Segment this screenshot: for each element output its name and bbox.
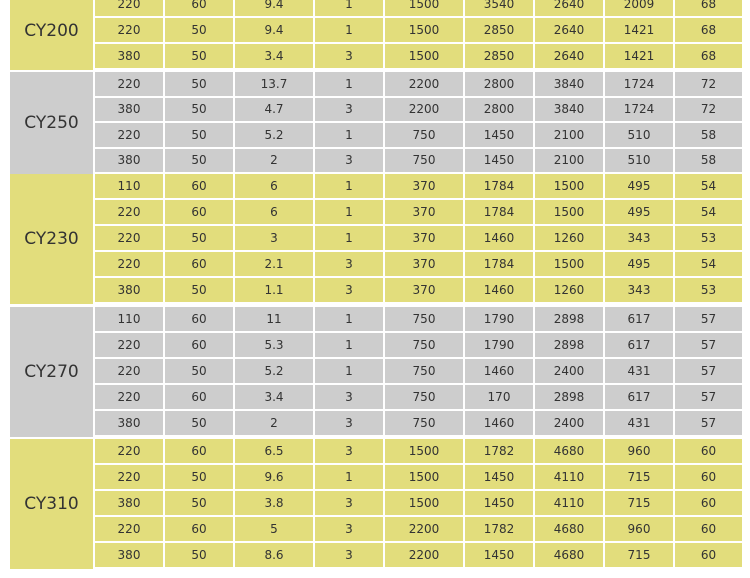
cell-pressure: 617 (605, 333, 673, 357)
table-row (95, 18, 740, 42)
cell-pressure: 510 (605, 123, 673, 147)
cell-noise: 60 (675, 491, 742, 515)
cell-power: 370 (385, 174, 463, 198)
cell-voltage: 220 (95, 200, 163, 224)
cell-speed: 1460 (465, 359, 533, 383)
cell-flow: 3840 (535, 72, 603, 96)
cell-speed: 1790 (465, 307, 533, 331)
cell-voltage: 220 (95, 123, 163, 147)
cell-phase: 1 (315, 0, 383, 16)
cell-pressure: 617 (605, 385, 673, 409)
cell-noise: 68 (675, 0, 742, 16)
cell-pressure: 617 (605, 307, 673, 331)
cell-voltage: 220 (95, 252, 163, 276)
cell-flow: 1500 (535, 174, 603, 198)
cell-frequency: 50 (165, 123, 233, 147)
cell-frequency: 60 (165, 252, 233, 276)
cell-power: 370 (385, 278, 463, 302)
cell-phase: 1 (315, 465, 383, 489)
cell-phase: 1 (315, 72, 383, 96)
cell-frequency: 60 (165, 200, 233, 224)
table-row (95, 44, 740, 68)
cell-current: 2 (235, 149, 313, 173)
cell-pressure: 1724 (605, 98, 673, 122)
cell-flow: 3840 (535, 98, 603, 122)
cell-phase: 1 (315, 226, 383, 250)
cell-current: 8.6 (235, 543, 313, 567)
cell-voltage: 220 (95, 439, 163, 463)
model-group-cy270 (10, 307, 740, 437)
cell-frequency: 60 (165, 333, 233, 357)
cell-pressure: 715 (605, 491, 673, 515)
cell-power: 1500 (385, 44, 463, 68)
cell-noise: 60 (675, 543, 742, 567)
cell-pressure: 495 (605, 174, 673, 198)
cell-power: 1500 (385, 18, 463, 42)
cell-flow: 2640 (535, 44, 603, 68)
cell-current: 6.5 (235, 439, 313, 463)
cell-frequency: 60 (165, 517, 233, 541)
cell-flow: 2898 (535, 307, 603, 331)
cell-voltage: 380 (95, 44, 163, 68)
cell-current: 9.6 (235, 465, 313, 489)
cell-noise: 53 (675, 278, 742, 302)
cell-current: 13.7 (235, 72, 313, 96)
cell-current: 4.7 (235, 98, 313, 122)
cell-speed: 1782 (465, 517, 533, 541)
cell-voltage: 220 (95, 333, 163, 357)
cell-frequency: 50 (165, 278, 233, 302)
cell-pressure: 343 (605, 278, 673, 302)
cell-noise: 54 (675, 200, 742, 224)
cell-frequency: 50 (165, 72, 233, 96)
cell-voltage: 220 (95, 226, 163, 250)
cell-pressure: 715 (605, 543, 673, 567)
cell-flow: 2898 (535, 333, 603, 357)
cell-speed: 170 (465, 385, 533, 409)
cell-noise: 57 (675, 333, 742, 357)
cell-pressure: 1421 (605, 44, 673, 68)
cell-speed: 2800 (465, 98, 533, 122)
cell-flow: 1500 (535, 200, 603, 224)
table-row (95, 149, 740, 173)
cell-speed: 1450 (465, 543, 533, 567)
cell-frequency: 50 (165, 543, 233, 567)
table-row (95, 98, 740, 122)
cell-noise: 68 (675, 44, 742, 68)
cell-voltage: 220 (95, 517, 163, 541)
cell-noise: 57 (675, 359, 742, 383)
cell-power: 750 (385, 123, 463, 147)
model-group-cy310 (10, 439, 740, 569)
cell-current: 3.8 (235, 491, 313, 515)
model-group-cy230 (10, 174, 740, 304)
cell-phase: 1 (315, 333, 383, 357)
cell-pressure: 431 (605, 411, 673, 435)
cell-pressure: 510 (605, 149, 673, 173)
cell-voltage: 380 (95, 149, 163, 173)
cell-current: 5 (235, 517, 313, 541)
cell-current: 2 (235, 411, 313, 435)
cell-noise: 60 (675, 439, 742, 463)
cell-voltage: 110 (95, 307, 163, 331)
cell-voltage: 380 (95, 98, 163, 122)
cell-noise: 60 (675, 465, 742, 489)
cell-phase: 1 (315, 359, 383, 383)
cell-current: 2.1 (235, 252, 313, 276)
cell-flow: 4110 (535, 465, 603, 489)
model-name-cell: CY200 (10, 0, 93, 70)
cell-frequency: 50 (165, 491, 233, 515)
cell-speed: 1784 (465, 174, 533, 198)
cell-flow: 1260 (535, 278, 603, 302)
cell-current: 1.1 (235, 278, 313, 302)
cell-noise: 57 (675, 385, 742, 409)
cell-flow: 1500 (535, 252, 603, 276)
cell-speed: 2850 (465, 44, 533, 68)
table-row (95, 72, 740, 96)
cell-power: 2200 (385, 98, 463, 122)
cell-flow: 2640 (535, 0, 603, 16)
cell-frequency: 50 (165, 98, 233, 122)
cell-noise: 54 (675, 252, 742, 276)
cell-current: 5.3 (235, 333, 313, 357)
model-name-cell: CY230 (10, 174, 93, 304)
cell-phase: 3 (315, 252, 383, 276)
cell-phase: 3 (315, 44, 383, 68)
cell-voltage: 380 (95, 491, 163, 515)
cell-speed: 1450 (465, 465, 533, 489)
cell-power: 750 (385, 411, 463, 435)
cell-pressure: 715 (605, 465, 673, 489)
cell-phase: 3 (315, 278, 383, 302)
cell-power: 370 (385, 200, 463, 224)
cell-current: 3 (235, 226, 313, 250)
cell-power: 750 (385, 307, 463, 331)
cell-current: 9.4 (235, 18, 313, 42)
cell-power: 1500 (385, 465, 463, 489)
table-row (95, 465, 740, 489)
cell-speed: 1450 (465, 123, 533, 147)
cell-frequency: 50 (165, 411, 233, 435)
cell-phase: 1 (315, 174, 383, 198)
cell-flow: 2400 (535, 411, 603, 435)
model-name-cell: CY310 (10, 439, 93, 569)
cell-phase: 3 (315, 543, 383, 567)
model-group-cy250 (10, 72, 740, 174)
cell-speed: 1784 (465, 252, 533, 276)
cell-phase: 1 (315, 200, 383, 224)
cell-current: 3.4 (235, 385, 313, 409)
table-row (95, 174, 740, 198)
cell-noise: 58 (675, 149, 742, 173)
cell-frequency: 60 (165, 385, 233, 409)
cell-speed: 1450 (465, 149, 533, 173)
cell-voltage: 220 (95, 359, 163, 383)
cell-frequency: 50 (165, 465, 233, 489)
cell-power: 2200 (385, 543, 463, 567)
cell-speed: 2800 (465, 72, 533, 96)
cell-power: 1500 (385, 439, 463, 463)
table-row (95, 278, 740, 302)
cell-frequency: 60 (165, 307, 233, 331)
table-row (95, 200, 740, 224)
cell-current: 6 (235, 200, 313, 224)
cell-noise: 53 (675, 226, 742, 250)
table-row (95, 439, 740, 463)
table-row (95, 491, 740, 515)
cell-voltage: 380 (95, 278, 163, 302)
cell-speed: 2850 (465, 18, 533, 42)
cell-current: 6 (235, 174, 313, 198)
table-row (95, 226, 740, 250)
cell-current: 5.2 (235, 123, 313, 147)
cell-voltage: 220 (95, 465, 163, 489)
cell-power: 750 (385, 385, 463, 409)
cell-speed: 1784 (465, 200, 533, 224)
cell-voltage: 220 (95, 385, 163, 409)
cell-flow: 4680 (535, 439, 603, 463)
cell-noise: 58 (675, 123, 742, 147)
cell-phase: 3 (315, 98, 383, 122)
table-row (95, 252, 740, 276)
cell-current: 9.4 (235, 0, 313, 16)
cell-flow: 4680 (535, 543, 603, 567)
cell-flow: 2898 (535, 385, 603, 409)
cell-phase: 3 (315, 149, 383, 173)
cell-noise: 57 (675, 411, 742, 435)
cell-noise: 68 (675, 18, 742, 42)
table-row (95, 307, 740, 331)
cell-flow: 1260 (535, 226, 603, 250)
cell-frequency: 50 (165, 359, 233, 383)
cell-noise: 57 (675, 307, 742, 331)
cell-frequency: 50 (165, 18, 233, 42)
cell-power: 750 (385, 333, 463, 357)
cell-flow: 4110 (535, 491, 603, 515)
cell-power: 370 (385, 226, 463, 250)
cell-noise: 72 (675, 98, 742, 122)
cell-speed: 1460 (465, 278, 533, 302)
cell-power: 2200 (385, 517, 463, 541)
cell-phase: 3 (315, 385, 383, 409)
cell-frequency: 60 (165, 0, 233, 16)
table-row (95, 359, 740, 383)
table-row (95, 0, 740, 16)
cell-pressure: 1421 (605, 18, 673, 42)
cell-power: 2200 (385, 72, 463, 96)
table-row (95, 333, 740, 357)
cell-voltage: 220 (95, 18, 163, 42)
cell-frequency: 60 (165, 439, 233, 463)
cell-phase: 3 (315, 517, 383, 541)
cell-power: 750 (385, 149, 463, 173)
cell-power: 1500 (385, 491, 463, 515)
cell-pressure: 495 (605, 200, 673, 224)
table-row (95, 385, 740, 409)
cell-voltage: 110 (95, 174, 163, 198)
model-name-cell: CY250 (10, 72, 93, 174)
cell-speed: 1450 (465, 491, 533, 515)
cell-voltage: 220 (95, 72, 163, 96)
cell-current: 11 (235, 307, 313, 331)
cell-phase: 3 (315, 411, 383, 435)
cell-noise: 72 (675, 72, 742, 96)
cell-phase: 1 (315, 123, 383, 147)
cell-noise: 54 (675, 174, 742, 198)
cell-flow: 2100 (535, 149, 603, 173)
cell-voltage: 220 (95, 0, 163, 16)
cell-speed: 1790 (465, 333, 533, 357)
cell-power: 750 (385, 359, 463, 383)
cell-pressure: 343 (605, 226, 673, 250)
cell-pressure: 1724 (605, 72, 673, 96)
cell-pressure: 2009 (605, 0, 673, 16)
cell-speed: 1782 (465, 439, 533, 463)
cell-flow: 2400 (535, 359, 603, 383)
cell-pressure: 431 (605, 359, 673, 383)
cell-frequency: 50 (165, 149, 233, 173)
table-row (95, 123, 740, 147)
table-row (95, 411, 740, 435)
cell-flow: 2640 (535, 18, 603, 42)
model-group-cy200 (10, 0, 740, 70)
cell-voltage: 380 (95, 543, 163, 567)
cell-pressure: 960 (605, 439, 673, 463)
cell-speed: 3540 (465, 0, 533, 16)
cell-phase: 3 (315, 491, 383, 515)
cell-speed: 1460 (465, 411, 533, 435)
cell-flow: 4680 (535, 517, 603, 541)
table-row (95, 517, 740, 541)
cell-speed: 1460 (465, 226, 533, 250)
cell-frequency: 50 (165, 44, 233, 68)
cell-phase: 1 (315, 307, 383, 331)
cell-phase: 1 (315, 18, 383, 42)
cell-pressure: 495 (605, 252, 673, 276)
table-row (95, 543, 740, 567)
cell-power: 1500 (385, 0, 463, 16)
cell-current: 5.2 (235, 359, 313, 383)
cell-current: 3.4 (235, 44, 313, 68)
cell-flow: 2100 (535, 123, 603, 147)
cell-power: 370 (385, 252, 463, 276)
cell-noise: 60 (675, 517, 742, 541)
cell-pressure: 960 (605, 517, 673, 541)
cell-frequency: 50 (165, 226, 233, 250)
cell-frequency: 60 (165, 174, 233, 198)
cell-voltage: 380 (95, 411, 163, 435)
model-name-cell: CY270 (10, 307, 93, 437)
cell-phase: 3 (315, 439, 383, 463)
